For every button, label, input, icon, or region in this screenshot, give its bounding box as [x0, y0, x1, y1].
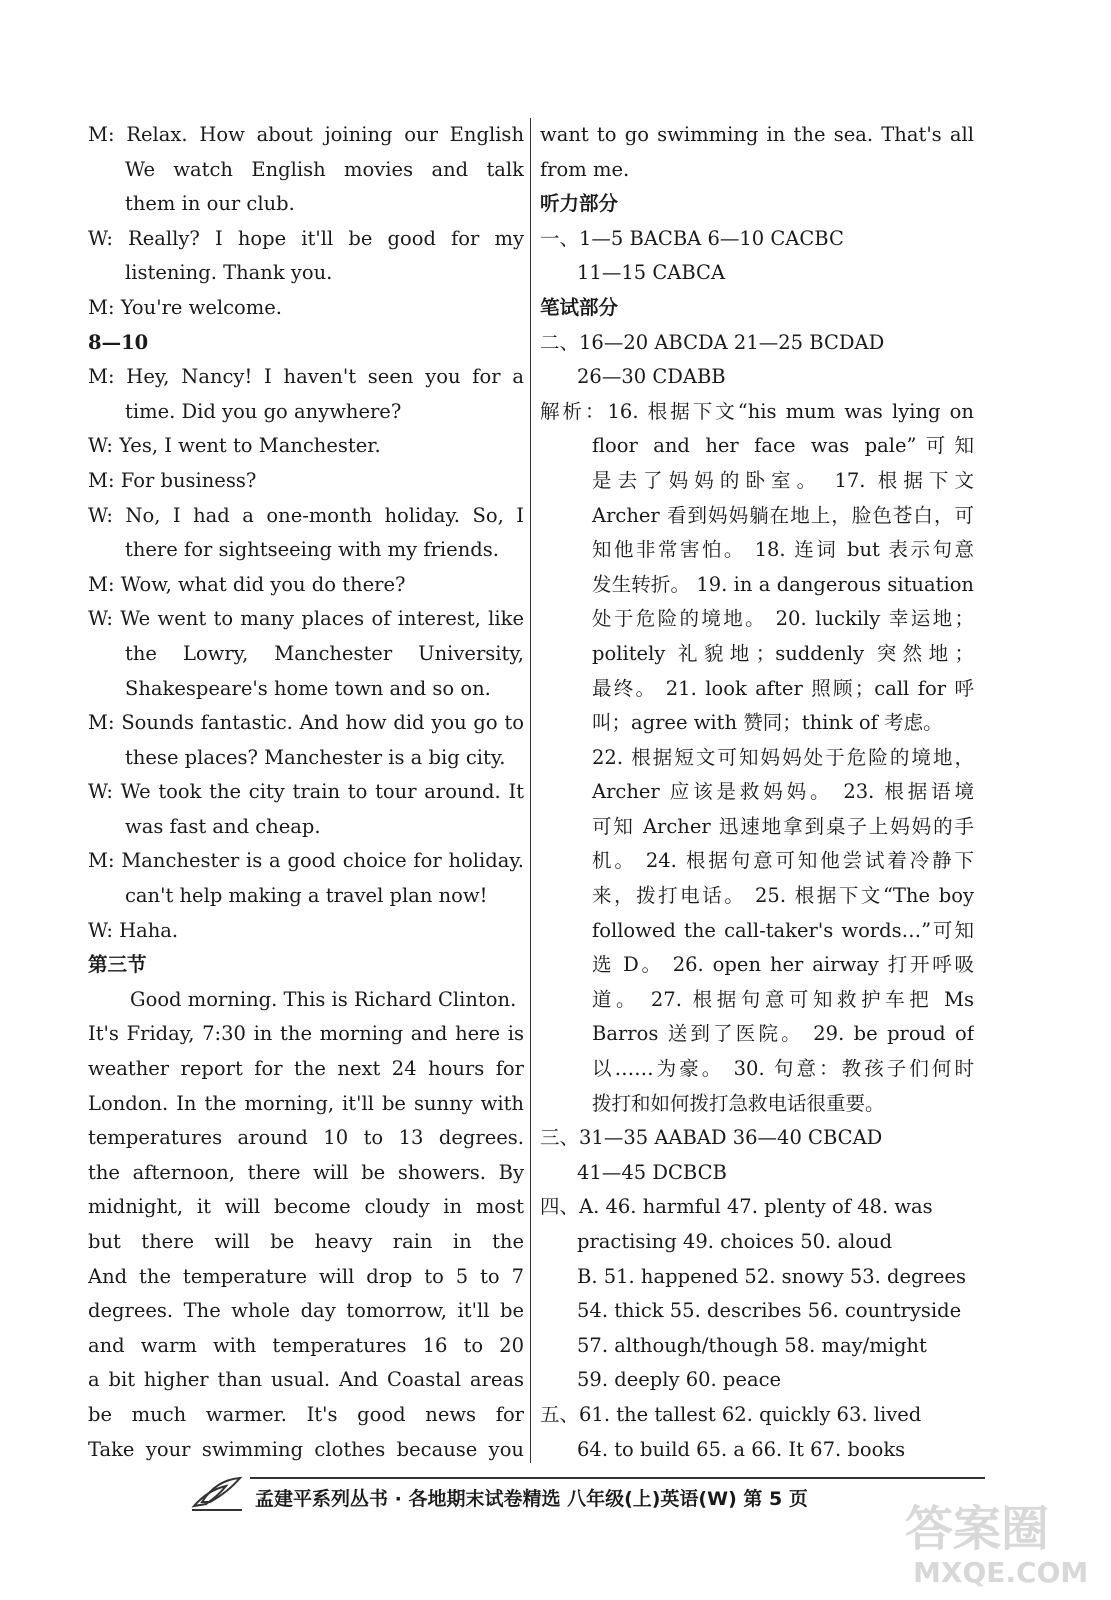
text-line: M: You're welcome.	[88, 295, 282, 319]
text-line: there for sightseeing with my friends.	[125, 538, 499, 562]
text-line: be much warmer. It's good news for	[88, 1402, 524, 1426]
footer-text: 孟建平系列丛书 · 各地期末试卷精选 八年级(上)英语(W) 第 5 页	[255, 1488, 808, 1510]
column-divider	[530, 118, 531, 1463]
section-heading: 8—10	[88, 330, 149, 354]
text-line: was fast and cheap.	[125, 814, 321, 838]
explanation-line: 解析：16. 根据下文“his mum was lying on	[540, 399, 974, 423]
text-line: Shakespeare's home town and so on.	[125, 676, 491, 700]
text-line: W: We took the city train to tour around. It	[88, 780, 524, 804]
explanation-line: 22. 根据短文可知妈妈处于危险的境地，	[592, 745, 974, 769]
text-line: midnight, it will become cloudy in most	[88, 1195, 524, 1219]
explanation-line: followed the call-taker's words…”可知	[592, 918, 974, 942]
footer-rule	[250, 1477, 985, 1479]
explanation-line: 发生转折。 19. in a dangerous situation	[592, 572, 974, 596]
answer-line: 三、31—35 AABAD 36—40 CBCAD	[540, 1126, 883, 1150]
left-column	[88, 118, 524, 1467]
answer-line: 64. to build 65. a 66. It 67. books	[577, 1437, 906, 1461]
explanation-line: floor and her face was pale”可知	[592, 434, 974, 458]
text-line: W: Yes, I went to Manchester.	[88, 434, 381, 458]
explanation-line: 可知 Archer 迅速地拿到桌子上妈妈的手	[592, 814, 974, 838]
text-line: W: We went to many places of interest, like	[88, 607, 524, 631]
explanation-line: 以……为豪。 30. 句意：教孩子们何时	[592, 1057, 974, 1081]
answer-line: 四、A. 46. harmful 47. plenty of 48. was	[540, 1195, 933, 1219]
text-line: It's Friday, 7:30 in the morning and here is	[88, 1022, 524, 1046]
text-line: can't help making a travel plan now!	[125, 884, 488, 908]
answer-line: 一、1—5 BACBA 6—10 CACBC	[540, 226, 844, 250]
explanation-line: 是去了妈妈的卧室。 17. 根据下文	[592, 468, 974, 492]
text-line: M: Hey, Nancy! I haven't seen you for a	[88, 365, 524, 389]
text-line: Take your swimming clothes because you	[88, 1437, 524, 1461]
answer-line: 59. deeply 60. peace	[577, 1368, 782, 1392]
answer-line: 41—45 DCBCB	[577, 1160, 727, 1184]
watermark-url: MXQE.COM	[913, 1556, 1089, 1589]
text-line: the afternoon, there will be showers. By	[88, 1160, 524, 1184]
answer-line: 26—30 CDABB	[577, 365, 726, 389]
explanation-line: 处于危险的境地。 20. luckily 幸运地；	[592, 607, 974, 631]
section-heading: 听力部分	[540, 192, 619, 216]
text-line: M: Manchester is a good choice for holiday.	[88, 849, 524, 873]
answer-line: 五、61. the tallest 62. quickly 63. lived	[540, 1402, 922, 1426]
text-line: but there will be heavy rain in the	[88, 1230, 524, 1253]
answer-line: 二、16—20 ABCDA 21—25 BCDAD	[540, 330, 885, 354]
text-line: want to go swimming in the sea. That's all	[540, 123, 974, 146]
text-line: We watch English movies and talk	[125, 157, 524, 181]
text-line: M: For business?	[88, 468, 257, 492]
answer-line: B. 51. happened 52. snowy 53. degrees	[577, 1264, 966, 1288]
answer-line: 54. thick 55. describes 56. countryside	[577, 1299, 962, 1323]
text-line: degrees. The whole day tomorrow, it'll be	[88, 1299, 524, 1323]
text-line: listening. Thank you.	[125, 261, 333, 285]
explanation-line: Barros 送到了医院。 29. be proud of	[592, 1022, 974, 1046]
text-line: and warm with temperatures 16 to 20	[88, 1333, 524, 1357]
explanation-line: 知他非常害怕。 18. 连词 but 表示句意	[592, 538, 974, 562]
text-line: W: Really? I hope it'll be good for my	[88, 226, 524, 250]
book-logo-icon	[188, 1468, 248, 1516]
text-line: time. Did you go anywhere?	[125, 399, 402, 423]
text-line: weather report for the next 24 hours for	[88, 1057, 524, 1081]
answer-line: 57. although/though 58. may/might	[577, 1333, 927, 1357]
text-line: London. In the morning, it'll be sunny with	[88, 1091, 524, 1115]
text-line: W: No, I had a one-month holiday. So, I	[88, 503, 524, 527]
text-line: these places? Manchester is a big city.	[125, 745, 506, 769]
answer-line: practising 49. choices 50. aloud	[577, 1230, 893, 1253]
explanation-line: Archer 应该是救妈妈。 23. 根据语境	[592, 780, 974, 804]
text-line: the Lowry, Manchester University,	[125, 641, 524, 665]
text-line: Good morning. This is Richard Clinton.	[130, 987, 517, 1011]
section-heading: 第三节	[88, 953, 147, 977]
explanation-line: 选 D。 26. open her airway 打开呼吸	[592, 953, 974, 977]
explanation-line: politely 礼貌地；suddenly 突然地；	[592, 641, 974, 665]
explanation-line: Archer 看到妈妈躺在地上，脸色苍白，可	[592, 503, 974, 527]
text-line: M: Wow, what did you do there?	[88, 572, 406, 596]
explanation-line: 叫；agree with 赞同；think of 考虑。	[592, 711, 943, 735]
answer-line: 11—15 CABCA	[577, 261, 726, 285]
explanation-line: 最终。 21. look after 照顾；call for 呼	[592, 676, 974, 700]
watermark-text: 答案圈	[905, 1501, 1050, 1557]
watermark-logo	[895, 1490, 1095, 1590]
text-line: And the temperature will drop to 5 to 7	[88, 1264, 524, 1288]
text-line: from me.	[540, 157, 630, 181]
explanation-line: 机。 24. 根据句意可知他尝试着冷静下	[592, 849, 974, 873]
right-column	[540, 118, 974, 1467]
explanation-line: 道。 27. 根据句意可知救护车把 Ms	[592, 987, 974, 1011]
explanation-line: 拨打和如何拨打急救电话很重要。	[592, 1091, 885, 1115]
text-line: W: Haha.	[88, 918, 179, 942]
explanation-line: 来，拨打电话。 25. 根据下文“The boy	[592, 884, 974, 908]
section-heading: 笔试部分	[540, 295, 619, 319]
text-line: M: Sounds fantastic. And how did you go to	[88, 711, 524, 735]
text-line: temperatures around 10 to 13 degrees.	[88, 1126, 524, 1150]
text-line: M: Relax. How about joining our English	[88, 123, 524, 146]
text-line: them in our club.	[125, 192, 295, 216]
text-line: a bit higher than usual. And Coastal areas	[88, 1368, 524, 1392]
